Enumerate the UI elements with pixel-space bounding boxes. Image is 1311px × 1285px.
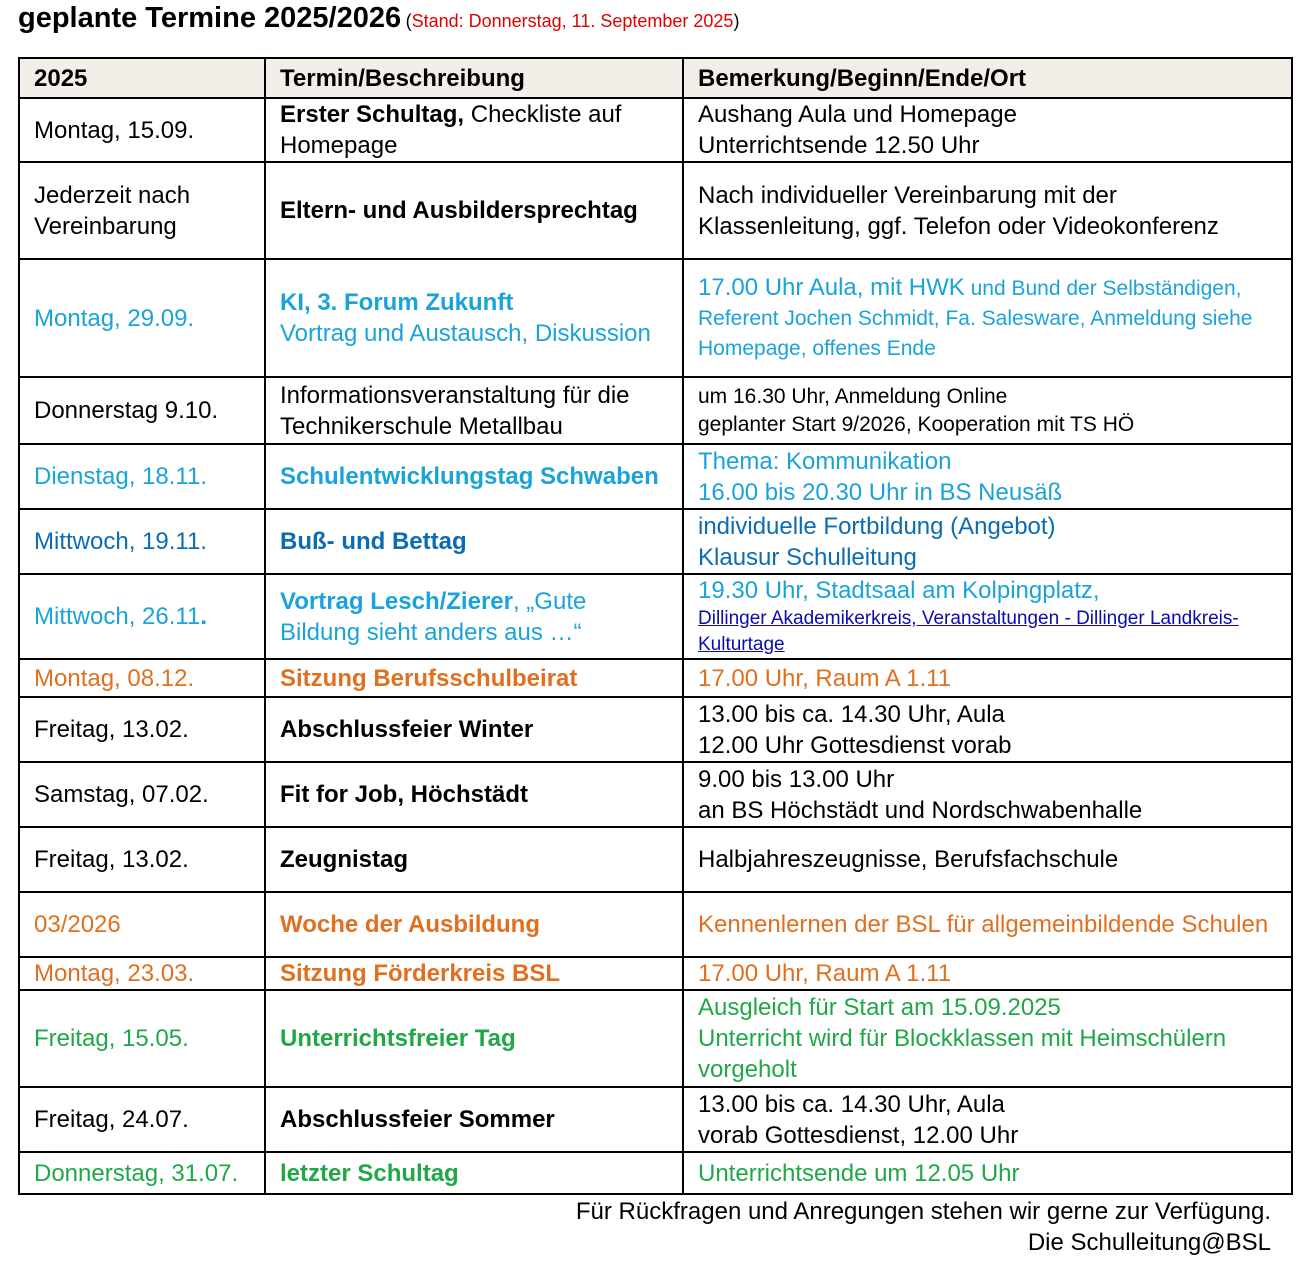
event-title: letzter Schultag — [280, 1159, 459, 1187]
column-header-event: Termin/Beschreibung — [265, 58, 683, 98]
event-title: Fit for Job, Höchstädt — [280, 781, 528, 808]
table-row — [19, 162, 1292, 259]
event-cell — [265, 574, 683, 659]
footer-signature: Die Schulleitung@BSL — [1027, 1229, 1271, 1256]
date-cell: Donnerstag 9.10. — [19, 377, 265, 444]
table-row — [19, 957, 1292, 990]
table-row — [19, 574, 1292, 659]
table-row — [19, 1152, 1292, 1194]
event-cell — [265, 957, 683, 990]
event-title: Sitzung Berufsschulbeirat — [280, 664, 578, 692]
table-row — [19, 98, 1292, 162]
table-row — [19, 444, 1292, 509]
date-cell: Mittwoch, 26.11. — [19, 574, 265, 659]
event-cell — [265, 162, 683, 259]
event-cell — [265, 98, 683, 162]
event-title: Vortrag Lesch/Zierer — [280, 587, 513, 615]
event-desc: , „Gute Bildung sieht anders aus …“ — [280, 587, 587, 646]
event-cell — [265, 659, 683, 697]
date-cell: Jederzeit nach Vereinbarung — [19, 162, 265, 259]
event-title: Eltern- und Ausbildersprechtag — [280, 197, 638, 224]
event-title: Unterrichtsfreier Tag — [280, 1025, 516, 1052]
notes-cell: 9.00 bis 13.00 Uhr an BS Höchstädt und Nordschwabenhalle — [683, 762, 1292, 827]
date-cell: Samstag, 07.02. — [19, 762, 265, 827]
event-desc: Checkliste auf Homepage — [280, 101, 622, 159]
date-cell: Donnerstag, 31.07. — [19, 1152, 265, 1194]
table-row — [19, 659, 1292, 697]
date-cell: Montag, 08.12. — [19, 659, 265, 697]
table-row — [19, 509, 1292, 574]
notes-cell: 17.00 Uhr, Raum A 1.11 — [683, 659, 1292, 697]
event-desc: Vortrag und Austausch, Diskussion — [280, 320, 651, 347]
event-title: Woche der Ausbildung — [280, 911, 541, 938]
page-title-text: geplante Termine 2025/2026 — [18, 2, 402, 34]
notes-cell: 17.00 Uhr, Raum A 1.11 — [683, 957, 1292, 990]
table-row — [19, 697, 1292, 762]
event-cell — [265, 892, 683, 957]
notes-cell: 13.00 bis ca. 14.30 Uhr, Aula 12.00 Uhr Gottesdienst vorab — [683, 697, 1292, 762]
notes-cell: Ausgleich für Start am 15.09.2025 Unterricht wird für Blockklassen mit Heimschülern vorgeholt — [683, 990, 1292, 1087]
notes-cell: Thema: Kommunikation 16.00 bis 20.30 Uhr in BS Neusäß — [683, 444, 1292, 509]
event-cell — [265, 762, 683, 827]
notes-cell: Halbjahreszeugnisse, Berufsfachschule — [683, 827, 1292, 892]
table-row — [19, 827, 1292, 892]
date-cell: Dienstag, 18.11. — [19, 444, 265, 509]
footer-note: Für Rückfragen und Anregungen stehen wir gerne zur Verfügung. — [575, 1198, 1271, 1225]
notes-cell: individuelle Fortbildung (Angebot) Klausur Schulleitung — [683, 509, 1292, 574]
notes-cell: Unterrichtsende um 12.05 Uhr — [683, 1152, 1292, 1194]
date-cell: Montag, 15.09. — [19, 98, 265, 162]
date-cell: Montag, 23.03. — [19, 957, 265, 990]
event-cell — [265, 509, 683, 574]
footer — [576, 1196, 1271, 1258]
notes-cell: 19.30 Uhr, Stadtsaal am Kolpingplatz, Dillinger Akademikerkreis, Veranstaltungen - Dillinger Landkreis-Kulturtage — [683, 574, 1292, 659]
event-link[interactable]: Dillinger Akademikerkreis, Veranstaltungen - Dillinger Landkreis-Kulturtage — [698, 608, 1239, 655]
date-cell: Montag, 29.09. — [19, 259, 265, 377]
event-cell — [265, 990, 683, 1087]
notes-cell: Aushang Aula und Homepage Unterrichtsende 12.50 Uhr — [683, 98, 1292, 162]
schedule-table — [18, 57, 1293, 1195]
notes-cell: 17.00 Uhr Aula, mit HWK und Bund der Selbständigen, Referent Jochen Schmidt, Fa. Salesware, Anmeldung siehe Homepage, offenes Ende — [683, 259, 1292, 377]
column-header-notes: Bemerkung/Beginn/Ende/Ort — [683, 58, 1292, 98]
event-cell — [265, 259, 683, 377]
event-cell — [265, 1087, 683, 1152]
table-row — [19, 1087, 1292, 1152]
event-title: Abschlussfeier Sommer — [280, 1106, 555, 1133]
table-row — [19, 377, 1292, 444]
table-row — [19, 892, 1292, 957]
event-cell: Informationsveranstaltung für die Technikerschule Metallbau — [265, 377, 683, 444]
event-title: KI, 3. Forum Zukunft — [280, 289, 514, 316]
event-title: Zeugnistag — [280, 846, 409, 873]
date-cell: Mittwoch, 19.11. — [19, 509, 265, 574]
event-title: Schulentwicklungstag Schwaben — [280, 463, 659, 490]
event-title: Sitzung Förderkreis BSL — [280, 960, 561, 987]
notes-cell: Kennenlernen der BSL für allgemeinbildende Schulen — [683, 892, 1292, 957]
event-cell — [265, 444, 683, 509]
event-title: Buß- und Bettag — [280, 528, 467, 555]
table-row — [19, 990, 1292, 1087]
event-title: Abschlussfeier Winter — [280, 716, 534, 743]
page-title — [18, 2, 739, 35]
column-header-date: 2025 — [19, 58, 265, 98]
notes-cell: um 16.30 Uhr, Anmeldung Online geplanter Start 9/2026, Kooperation mit TS HÖ — [683, 377, 1292, 444]
table-row — [19, 762, 1292, 827]
status-date: (Stand: Donnerstag, 11. September 2025) — [405, 11, 740, 31]
date-cell: 03/2026 — [19, 892, 265, 957]
date-cell: Freitag, 24.07. — [19, 1087, 265, 1152]
notes-cell: 13.00 bis ca. 14.30 Uhr, Aula vorab Gottesdienst, 12.00 Uhr — [683, 1087, 1292, 1152]
event-title: Erster Schultag, — [280, 101, 465, 128]
notes-cell: Nach individueller Vereinbarung mit der Klassenleitung, ggf. Telefon oder Videokonferenz — [683, 162, 1292, 259]
date-cell: Freitag, 15.05. — [19, 990, 265, 1087]
event-cell — [265, 827, 683, 892]
event-cell — [265, 1152, 683, 1194]
date-cell: Freitag, 13.02. — [19, 827, 265, 892]
table-row — [19, 259, 1292, 377]
event-cell — [265, 697, 683, 762]
table-header-row — [19, 58, 1292, 98]
date-cell: Freitag, 13.02. — [19, 697, 265, 762]
